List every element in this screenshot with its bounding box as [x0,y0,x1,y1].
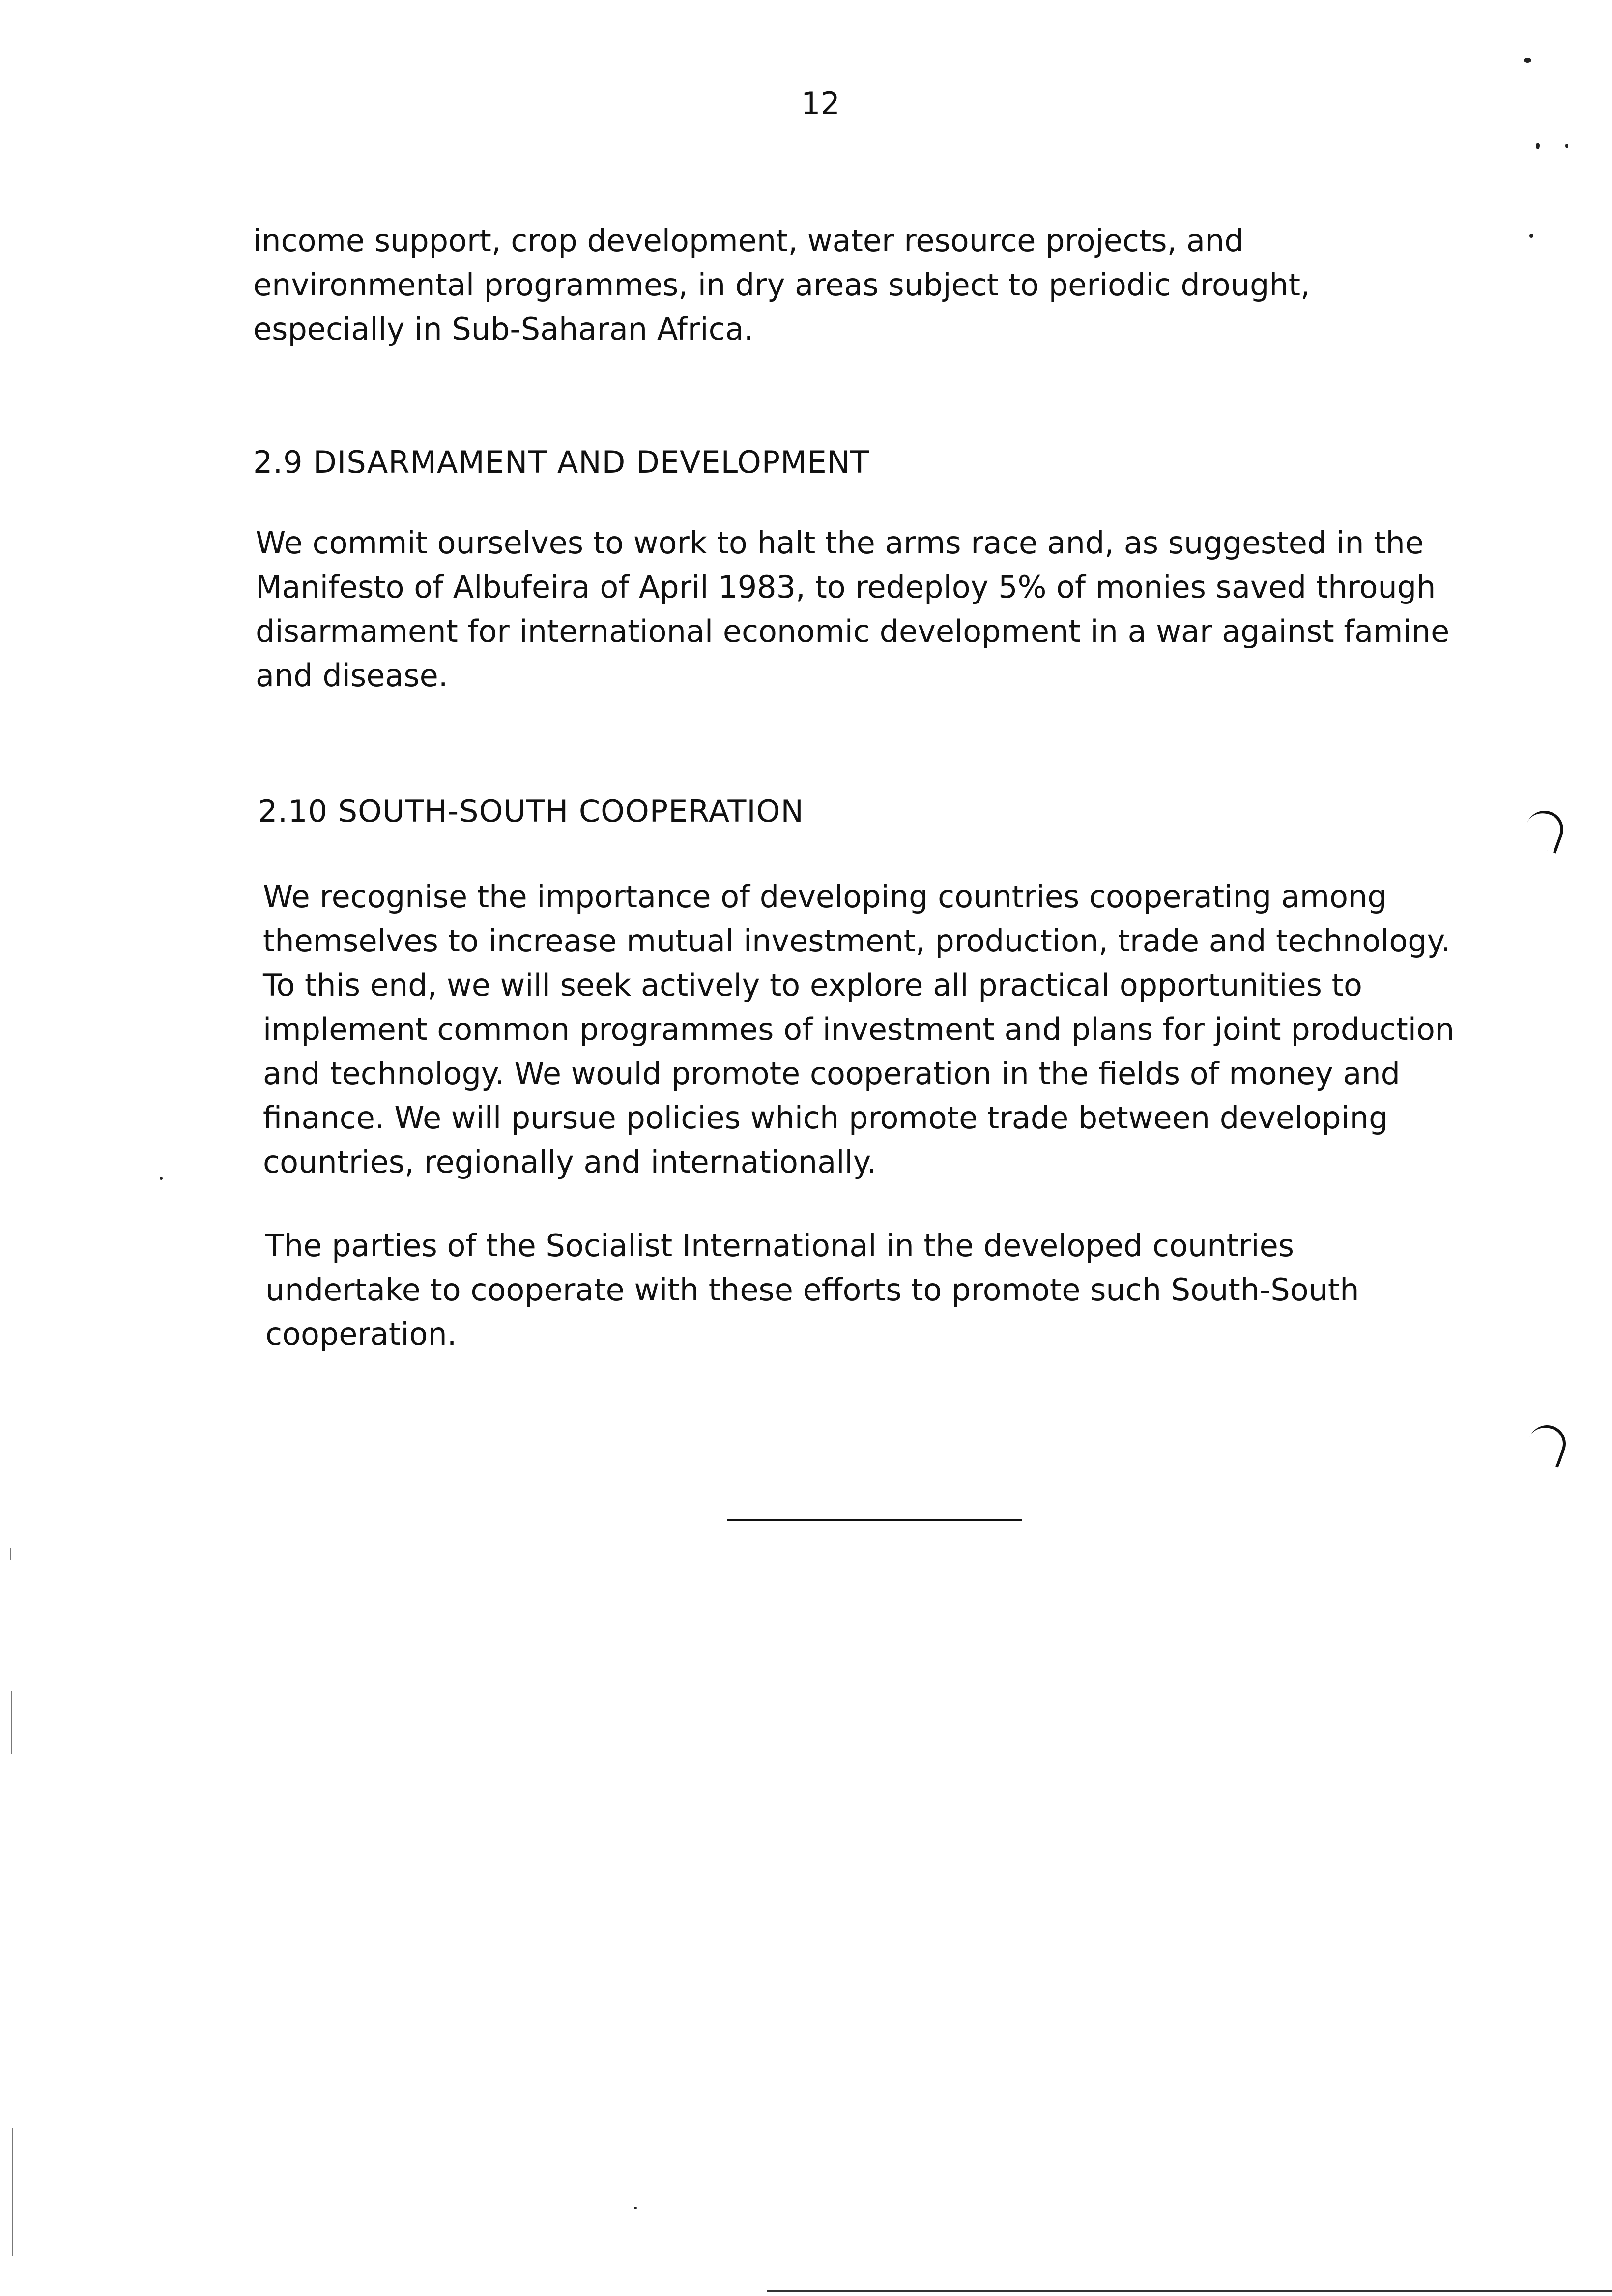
text-line: implement common programmes of investment and plans for joint production [263,1011,1455,1047]
scan-speck [634,2207,637,2209]
closing-rule [727,1519,1022,1521]
text-line: cooperation. [265,1316,457,1352]
scan-speck [1536,143,1540,149]
intro-paragraph [253,219,1310,351]
text-line: We commit ourselves to work to halt the arms race and, as suggested in the [256,525,1424,561]
binding-hole-mark [1523,1420,1571,1467]
text-line: The parties of the Socialist International in the developed countries [265,1228,1295,1263]
section-heading-2-9: 2.9 DISARMAMENT AND DEVELOPMENT [253,444,870,480]
text-line: undertake to cooperate with these efforts to promote such South-South [265,1272,1359,1308]
text-line: themselves to increase mutual investment, production, trade and technology. [263,923,1451,959]
page-number: 12 [801,86,840,121]
scan-edge-line [11,1691,12,1754]
text-line: finance. We will pursue policies which promote trade between developing [263,1100,1388,1136]
section-2-10-paragraph-2 [265,1224,1359,1356]
section-heading-2-10: 2.10 SOUTH-SOUTH COOPERATION [258,793,804,829]
scan-edge-line [12,2128,13,2256]
scan-speck [1565,144,1568,148]
text-line: and disease. [256,658,448,693]
text-line: income support, crop development, water resource projects, and [253,223,1244,258]
text-line: environmental programmes, in dry areas subject to periodic drought, [253,267,1310,303]
text-line: We recognise the importance of developing countries cooperating among [263,879,1387,915]
scan-speck [1529,234,1533,238]
text-line: and technology. We would promote cooperation in the fields of money and [263,1056,1401,1091]
scan-bottom-edge [767,2290,1612,2292]
section-2-9-paragraph [256,521,1449,698]
text-line: disarmament for international economic development in a war against famine [256,613,1450,649]
text-line: To this end, we will seek actively to explore all practical opportunities to [263,967,1362,1003]
text-line: especially in Sub-Saharan Africa. [253,311,754,347]
text-line: countries, regionally and internationally. [263,1144,877,1180]
scan-speck [160,1177,163,1180]
text-line: Manifesto of Albufeira of April 1983, to redeploy 5% of monies saved through [256,569,1436,605]
section-2-10-paragraph-1 [263,875,1454,1184]
binding-hole-mark [1521,805,1568,853]
scan-speck [1524,58,1531,63]
scan-edge-line [10,1548,11,1560]
